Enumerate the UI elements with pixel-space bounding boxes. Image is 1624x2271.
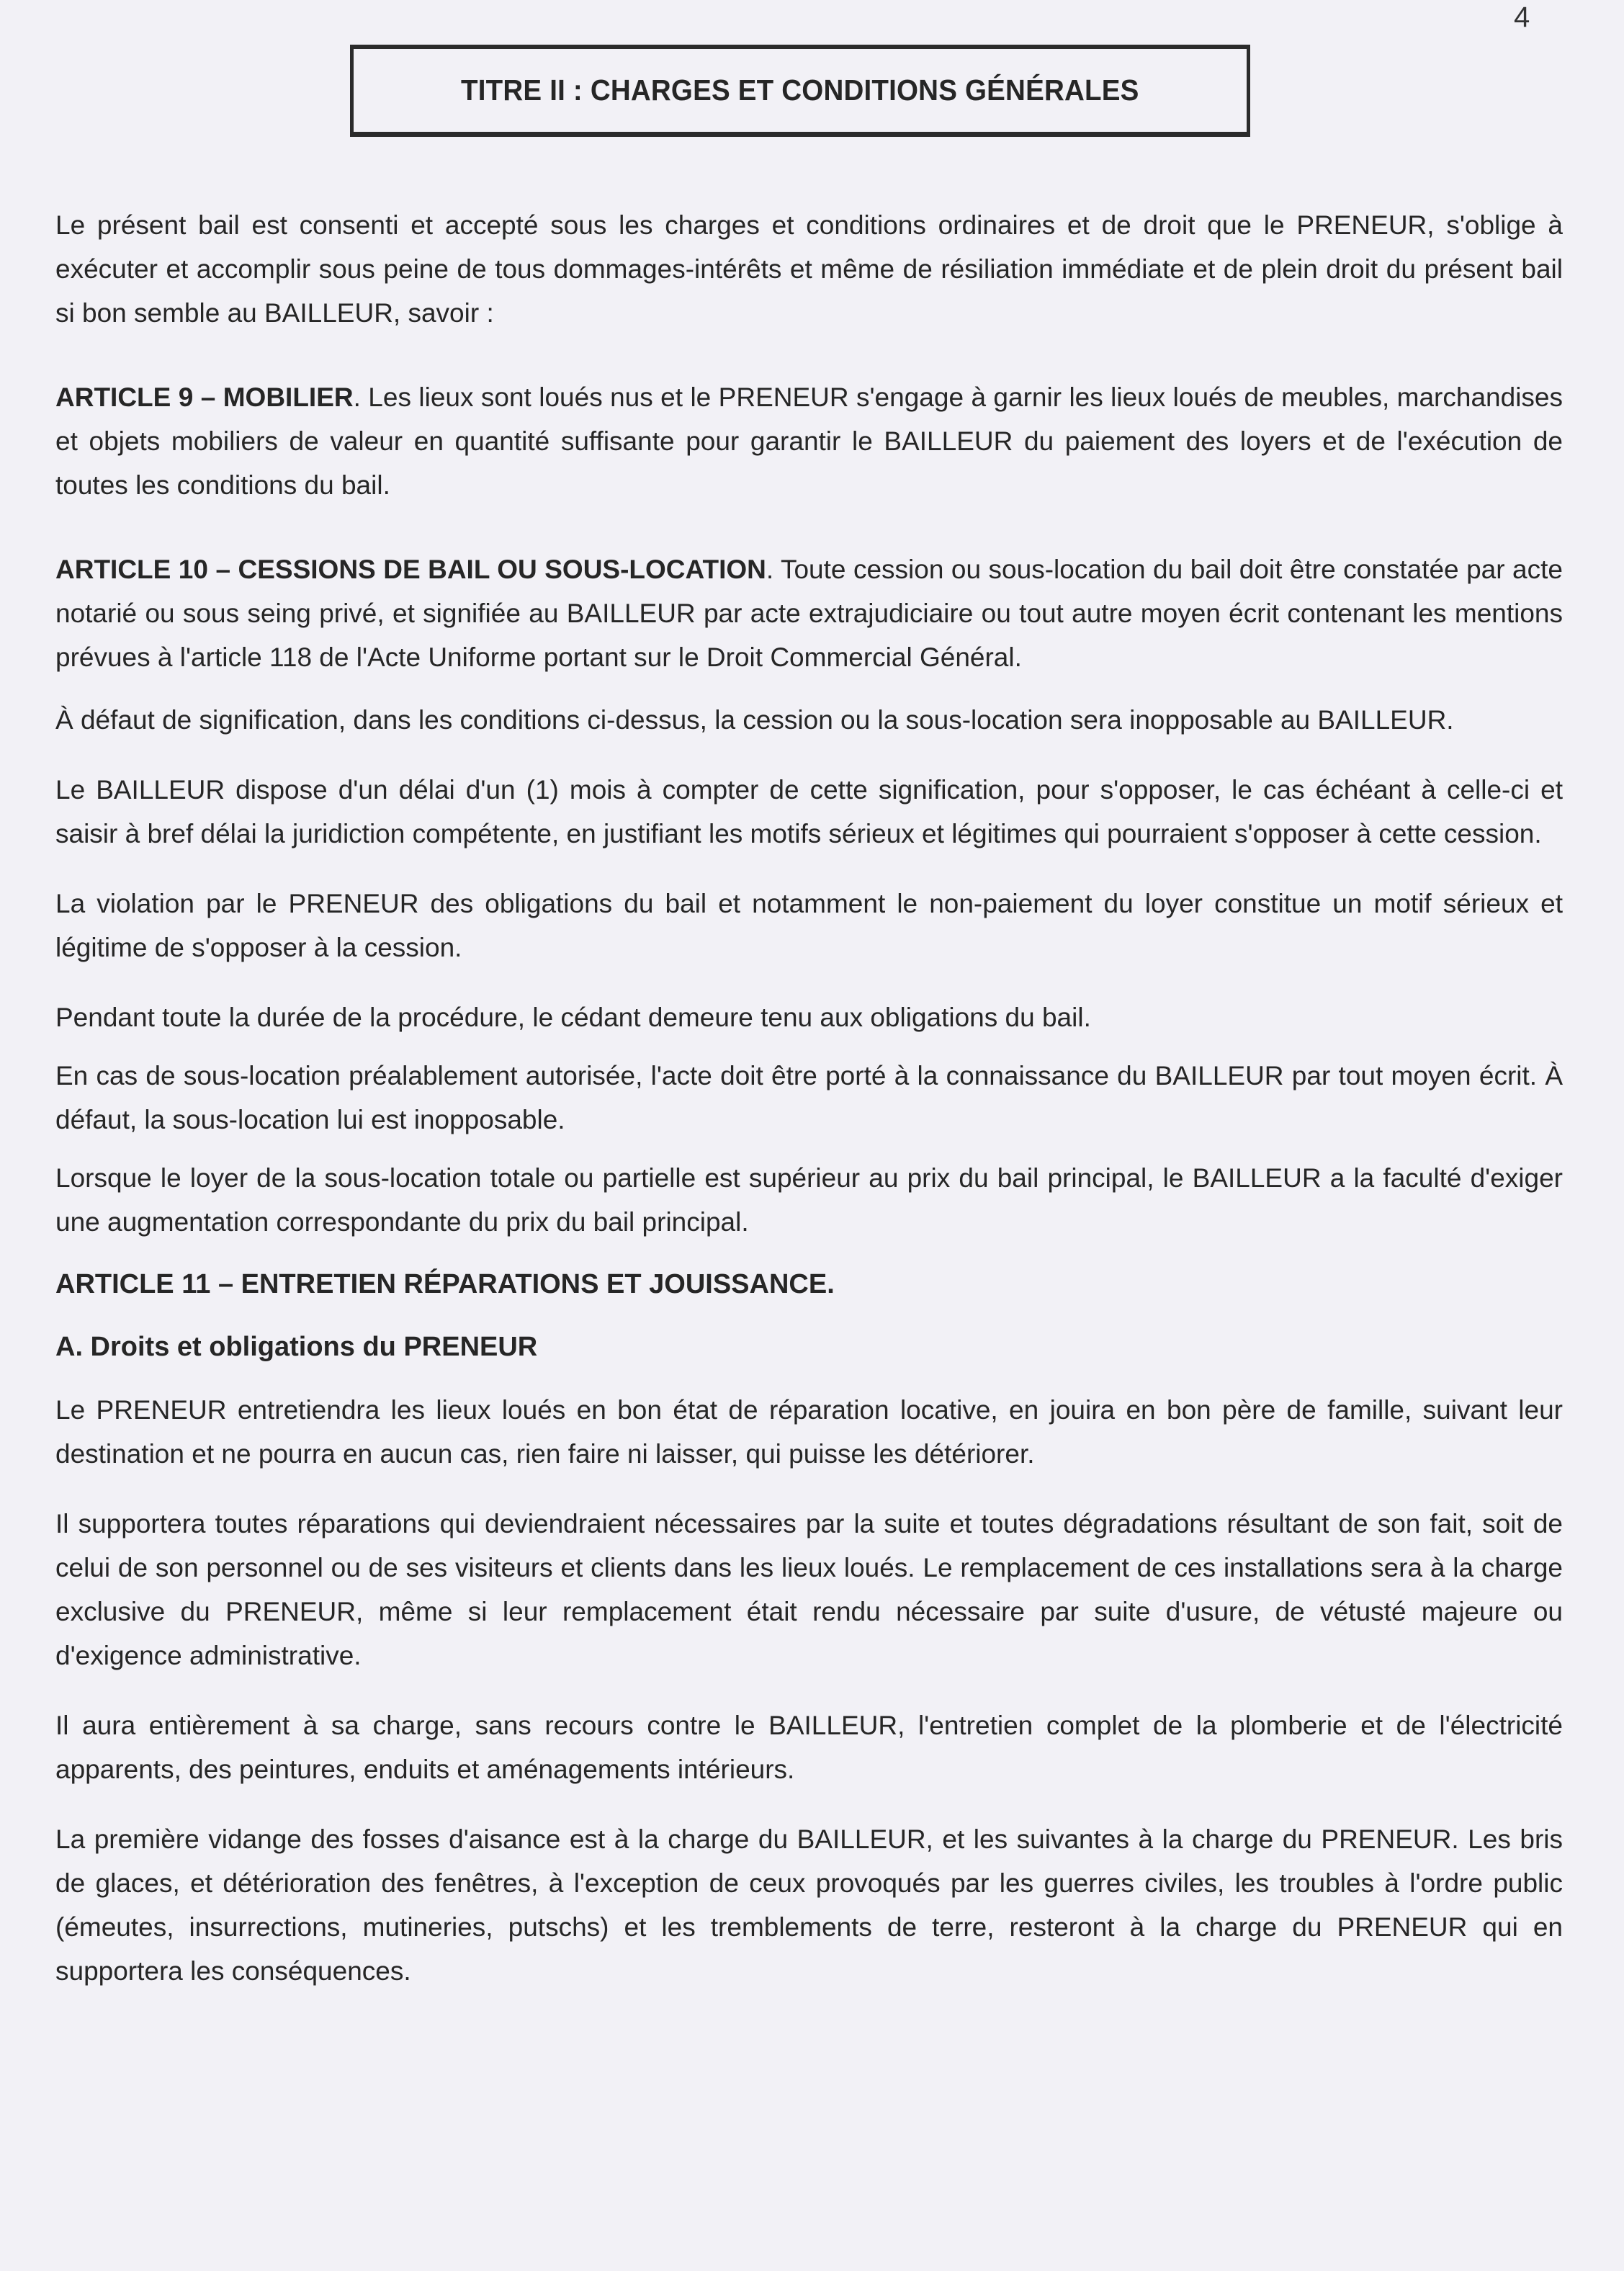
article-10-paragraph: Le BAILLEUR dispose d'un délai d'un (1) mois à compter de cette signification, pour s'opposer, le cas échéant à celle-ci et saisir à bref délai la juridiction compétente, en justifiant les motifs sérieux et légitimes qui pourraient s'opposer à cette cession. — [55, 775, 1563, 848]
article-10-paragraph: À défaut de signification, dans les conditions ci-dessus, la cession ou la sous-location sera inopposable au BAILLEUR. — [55, 705, 1454, 735]
article-10-text: . Toute cession ou sous-location du bail doit être constatée par acte notarié ou sous seing privé, et signifiée au BAILLEUR par acte extrajudiciaire ou tout autre moyen écrit contenant les mentions prévues à l'article 118 de l'Acte Uniforme portant sur le Droit Commercial Général. — [55, 555, 1563, 672]
article-9 — [55, 375, 1563, 507]
document-body — [55, 203, 1563, 1993]
article-11-subheading: A. Droits et obligations du PRENEUR — [55, 1332, 538, 1362]
article-9-heading: ARTICLE 9 – MOBILIER — [55, 382, 354, 412]
article-11-heading: ARTICLE 11 – ENTRETIEN RÉPARATIONS ET JOUISSANCE. — [55, 1269, 835, 1299]
article-11-paragraph: La première vidange des fosses d'aisance est à la charge du BAILLEUR, et les suivantes à la charge du PRENEUR. Les bris de glaces, et détérioration des fenêtres, à l'exception de ceux provoqués par les guerres civiles, les troubles à l'ordre public (émeutes, insurrections, mutineries, putschs) et les tremblements de terre, resteront à la charge du PRENEUR qui en supportera les conséquences. — [55, 1824, 1563, 1986]
section-title: TITRE II : CHARGES ET CONDITIONS GÉNÉRALES — [461, 73, 1139, 107]
page-number: 4 — [1514, 1, 1530, 33]
article-10-paragraph: Lorsque le loyer de la sous-location totale ou partielle est supérieur au prix du bail principal, le BAILLEUR a la faculté d'exiger une augmentation correspondante du prix du bail principal. — [55, 1163, 1563, 1237]
article-10-heading: ARTICLE 10 – CESSIONS DE BAIL OU SOUS-LOCATION — [55, 555, 766, 584]
article-11-paragraph: Il supportera toutes réparations qui deviendraient nécessaires par la suite et toutes dégradations résultant de son fait, soit de celui de son personnel ou de ses visiteurs et clients dans les lieux loués. Le remplacement de ces installations sera à la charge exclusive du PRENEUR, même si leur remplacement était rendu nécessaire par suite d'usure, de vétusté majeure ou d'exigence administrative. — [55, 1509, 1563, 1670]
article-10 — [55, 547, 1563, 679]
article-10-paragraph: En cas de sous-location préalablement autorisée, l'acte doit être porté à la connaissance du BAILLEUR par tout moyen écrit. À défaut, la sous-location lui est inopposable. — [55, 1061, 1563, 1134]
article-11-paragraph: Le PRENEUR entretiendra les lieux loués en bon état de réparation locative, en jouira en bon père de famille, suivant leur destination et ne pourra en aucun cas, rien faire ni laisser, qui puisse les détériorer. — [55, 1395, 1563, 1469]
title-box — [350, 45, 1250, 137]
article-9-text: . Les lieux sont loués nus et le PRENEUR s'engage à garnir les lieux loués de meubles, marchandises et objets mobiliers de valeur en quantité suffisante pour garantir le BAILLEUR du paiement des loyers et de l'exécution de toutes les conditions du bail. — [55, 382, 1563, 500]
intro-paragraph: Le présent bail est consenti et accepté sous les charges et conditions ordinaires et de droit que le PRENEUR, s'oblige à exécuter et accomplir sous peine de tous dommages-intérêts et même de résiliation immédiate et de plein droit du présent bail si bon semble au BAILLEUR, savoir : — [55, 210, 1563, 328]
article-11-paragraph: Il aura entièrement à sa charge, sans recours contre le BAILLEUR, l'entretien complet de la plomberie et de l'électricité apparents, des peintures, enduits et aménagements intérieurs. — [55, 1711, 1563, 1784]
article-10-paragraph: Pendant toute la durée de la procédure, le cédant demeure tenu aux obligations du bail. — [55, 1003, 1091, 1032]
article-10-paragraph: La violation par le PRENEUR des obligations du bail et notamment le non-paiement du loyer constitue un motif sérieux et légitime de s'opposer à la cession. — [55, 889, 1563, 962]
